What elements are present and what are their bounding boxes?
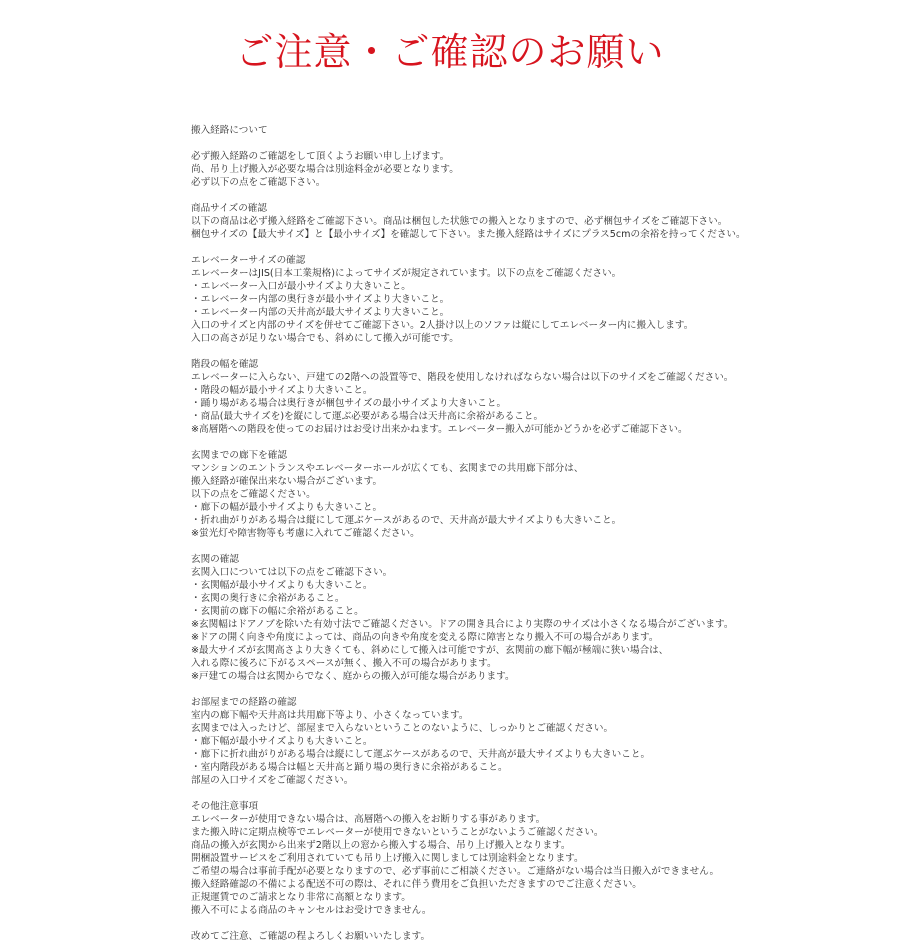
section-line: また搬入時に定期点検等でエレベーターが使用できないということがないようご確認ください。 bbox=[191, 827, 604, 838]
section-line: エレベーターが使用できない場合は、高層階への搬入をお断りする事があります。 bbox=[191, 814, 546, 825]
notice-section bbox=[191, 553, 891, 683]
section-line: エレベーターはJIS(日本工業規格)によってサイズが規定されています。以下の点をご確認ください。 bbox=[191, 268, 622, 279]
section-line: ※ドアの開く向きや角度によっては、商品の向きや角度を変える際に障害となり搬入不可の場合があります。 bbox=[191, 632, 659, 643]
section-line: 玄関入口については以下の点をご確認下さい。 bbox=[191, 567, 393, 578]
section-line: 入口の高さが足りない場合でも、斜めにして搬入が可能です。 bbox=[191, 333, 459, 344]
page-title: ご注意・ご確認のお願い bbox=[235, 30, 665, 74]
notice-section bbox=[191, 124, 891, 137]
section-line: ・折れ曲がりがある場合は縦にして運ぶケースがあるので、天井高が最大サイズよりも大きいこと。 bbox=[191, 515, 622, 526]
section-line: 玄関までは入ったけど、部屋まで入らないということのないように、しっかりとご確認ください。 bbox=[191, 723, 614, 734]
notice-section bbox=[191, 150, 891, 189]
section-line: ※玄関幅はドアノブを除いた有効寸法でご確認ください。ドアの開き具合により実際のサイズは小さくなる場合がございます。 bbox=[191, 619, 734, 630]
section-heading: その他注意事項 bbox=[191, 801, 259, 812]
section-line: ・室内階段がある場合は幅と天井高と踊り場の奥行きに余裕があること。 bbox=[191, 762, 508, 773]
notice-section bbox=[191, 449, 891, 540]
notice-section bbox=[191, 358, 891, 436]
notice-section bbox=[191, 800, 891, 917]
section-line: 入れる際に後ろに下がるスペースが無く、搬入不可の場合があります。 bbox=[191, 658, 497, 669]
section-heading: 搬入経路について bbox=[191, 125, 268, 136]
section-line: ・踊り場がある場合は奥行きが梱包サイズの最小サイズより大きいこと。 bbox=[191, 398, 507, 409]
section-heading: お部屋までの経路の確認 bbox=[191, 697, 297, 708]
section-heading: 商品サイズの確認 bbox=[191, 203, 267, 214]
section-heading: 階段の幅を確認 bbox=[191, 359, 259, 370]
section-line: 部屋の入口サイズをご確認ください。 bbox=[191, 775, 354, 786]
section-line: ・エレベーター内部の天井高が最大サイズより大きいこと。 bbox=[191, 307, 450, 318]
section-line: 必ず搬入経路のご確認をして頂くようお願い申し上げます。 bbox=[191, 151, 450, 162]
section-line: 搬入不可による商品のキャンセルはお受けできません。 bbox=[191, 905, 432, 916]
section-line: マンションのエントランスやエレベーターホールが広くても、玄関までの共用廊下部分は、 bbox=[191, 463, 584, 474]
section-line: エレベーターに入らない、戸建ての2階への設置等で、階段を使用しなければならない場合は以下のサイズをご確認ください。 bbox=[191, 372, 734, 383]
section-line: ・廊下の幅が最小サイズよりも大きいこと。 bbox=[191, 502, 383, 513]
notice-section bbox=[191, 696, 891, 787]
section-line: ※最大サイズが玄関高さより大きくても、斜めにして搬入は可能ですが、玄関前の廊下幅が極端に狭い場合は、 bbox=[191, 645, 669, 656]
section-heading: 玄関の確認 bbox=[191, 554, 239, 565]
section-line: 入口のサイズと内部のサイズを併せてご確認下さい。2人掛け以上のソファは縦にしてエレベーター内に搬入します。 bbox=[191, 320, 694, 331]
section-line: ・階段の幅が最小サイズより大きいこと。 bbox=[191, 385, 373, 396]
section-line: ・商品(最大サイズを)を縦にして運ぶ必要がある場合は天井高に余裕があること。 bbox=[191, 411, 544, 422]
section-line: ・玄関の奥行きに余裕があること。 bbox=[191, 593, 345, 604]
section-line: ・玄関前の廊下の幅に余裕があること。 bbox=[191, 606, 364, 617]
section-line: 尚、吊り上げ搬入が必要な場合は別途料金が必要となります。 bbox=[191, 164, 459, 175]
notice-section bbox=[191, 202, 891, 241]
section-line: ・廊下幅が最小サイズよりも大きいこと。 bbox=[191, 736, 373, 747]
section-line: 以下の点をご確認ください。 bbox=[191, 489, 316, 500]
section-heading: 玄関までの廊下を確認 bbox=[191, 450, 287, 461]
section-line: 室内の廊下幅や天井高は共用廊下等より、小さくなっています。 bbox=[191, 710, 469, 721]
section-line: ※戸建ての場合は玄関からでなく、庭からの搬入が可能な場合があります。 bbox=[191, 671, 515, 682]
section-line: ご希望の場合は事前手配が必要となりますので、必ず事前にご相談ください。ご連絡がない場合は当日搬入ができません。 bbox=[191, 866, 720, 877]
section-heading: エレベーターサイズの確認 bbox=[191, 255, 306, 266]
section-line: ・エレベーター内部の奥行きが最小サイズより大きいこと。 bbox=[191, 294, 450, 305]
section-line: ※蛍光灯や障害物等も考慮に入れてご確認ください。 bbox=[191, 528, 420, 539]
section-line: 改めてご注意、ご確認の程よろしくお願いいたします。 bbox=[191, 931, 431, 942]
section-line: ・廊下に折れ曲がりがある場合は縦にして運ぶケースがあるので、天井高が最大サイズよりも大きいこと。 bbox=[191, 749, 651, 760]
section-line: ・玄関幅が最小サイズよりも大きいこと。 bbox=[191, 580, 373, 591]
section-line: 必ず以下の点をご確認下さい。 bbox=[191, 177, 326, 188]
section-line: 搬入経路確認の不備による配送不可の際は、それに伴う費用をご負担いただきますのでご注意ください。 bbox=[191, 879, 642, 890]
section-line: 商品の搬入が玄関から出来ず2階以上の窓から搬入する場合、吊り上げ搬入となります。 bbox=[191, 840, 571, 851]
section-line: ・エレベーター入口が最小サイズより大きいこと。 bbox=[191, 281, 411, 292]
notice-body bbox=[191, 124, 891, 943]
notice-section bbox=[191, 930, 891, 943]
section-line: ※高層階への階段を使ってのお届けはお受け出来かねます。エレベーター搬入が可能かどうかを必ずご確認下さい。 bbox=[191, 424, 688, 435]
section-line: 以下の商品は必ず搬入経路をご確認下さい。商品は梱包した状態での搬入となりますので、必ず梱包サイズをご確認下さい。 bbox=[191, 216, 728, 227]
section-line: 搬入経路が確保出来ない場合がございます。 bbox=[191, 476, 383, 487]
notice-section bbox=[191, 254, 891, 345]
section-line: 正規運賃でのご請求となり非常に高額となります。 bbox=[191, 892, 411, 903]
section-line: 開梱設置サービスをご利用されていても吊り上げ搬入に関しましては別途料金となります。 bbox=[191, 853, 584, 864]
section-line: 梱包サイズの【最大サイズ】と【最小サイズ】を確認して下さい。また搬入経路はサイズにプラス5cmの余裕を持ってください。 bbox=[191, 229, 746, 240]
